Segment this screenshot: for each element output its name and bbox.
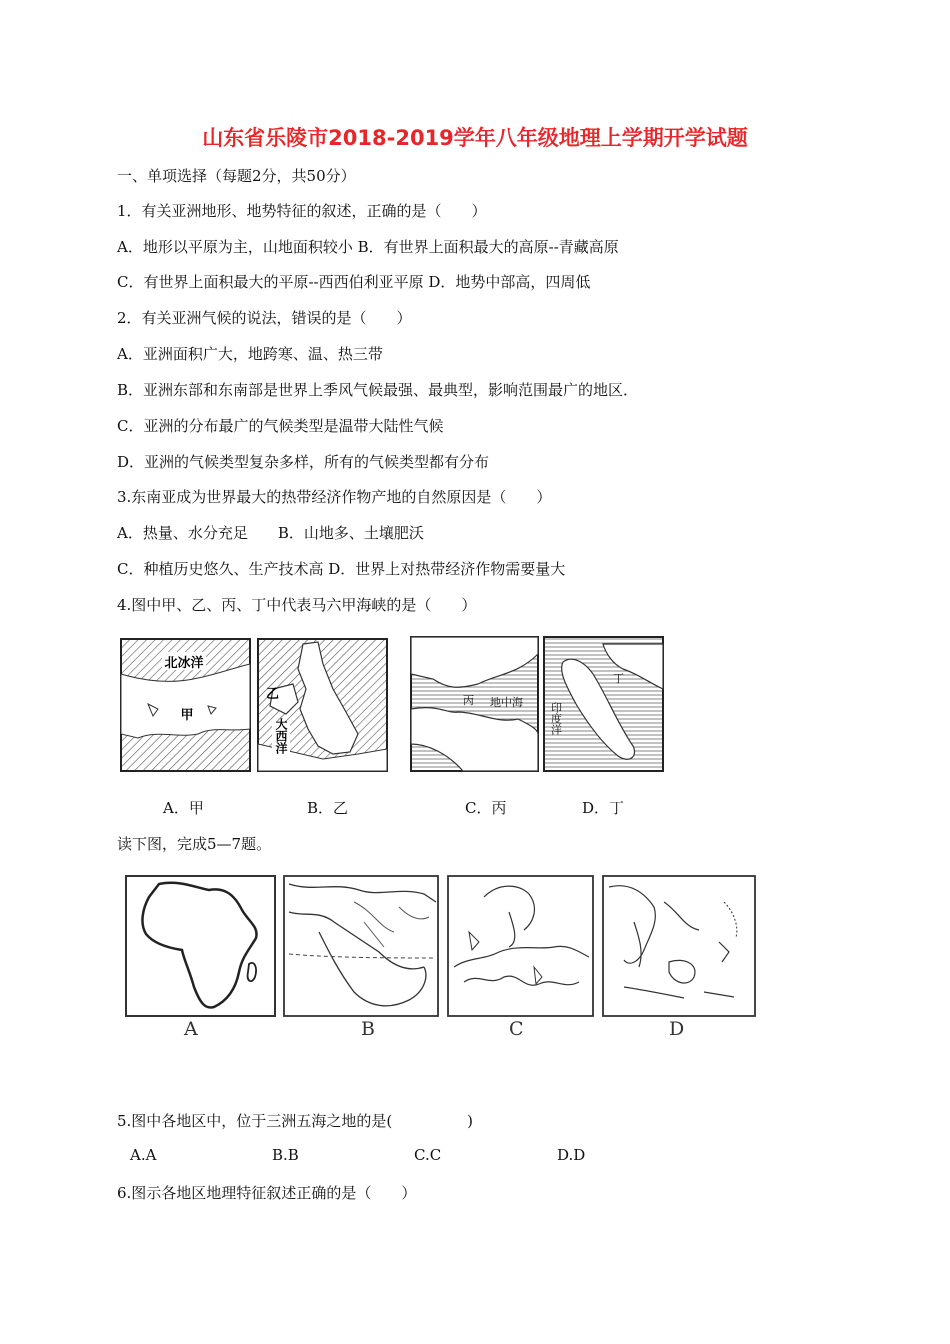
label-bing: 丙 xyxy=(463,694,474,707)
region-label-a: A xyxy=(184,1018,198,1040)
region-label-b: B xyxy=(361,1018,375,1040)
read-instruction: 读下图，完成5—7题。 xyxy=(117,835,272,853)
map-panel-ding xyxy=(544,637,663,771)
q6-stem: 6.图示各地区地理特征叙述正确的是（ ） xyxy=(117,1184,417,1202)
label-yinduyang: 印度洋 xyxy=(549,702,563,735)
q1-stem: 1．有关亚洲地形、地势特征的叙述，正确的是（ ） xyxy=(117,202,487,220)
q2-option-a: A．亚洲面积广大，地跨寒、温、热三带 xyxy=(117,345,383,363)
label-yi: 乙 xyxy=(266,687,280,702)
q5-option-c: C.C xyxy=(414,1146,442,1164)
q3-options-ab: A．热量、水分充足 B．山地多、土壤肥沃 xyxy=(117,524,424,542)
q3-stem: 3.东南亚成为世界最大的热带经济作物产地的自然原因是（ ） xyxy=(117,488,552,506)
map-panel-yi xyxy=(258,639,387,771)
map-panel-jia xyxy=(121,639,250,771)
map-panel-southeast-asia xyxy=(603,876,755,1016)
map-panel-middle-east xyxy=(284,876,438,1016)
map-panel-europe xyxy=(448,876,593,1016)
strait-maps-figure xyxy=(118,634,666,776)
q1-options-cd: C．有世界上面积最大的平原--西西伯利亚平原 D．地势中部高，四周低 xyxy=(117,273,591,291)
q4-option-a: A．甲 xyxy=(163,799,204,817)
label-beibingyang: 北冰洋 xyxy=(164,656,204,671)
q5-option-d: D.D xyxy=(557,1146,586,1164)
label-ding: 丁 xyxy=(613,672,624,685)
region-label-c: C xyxy=(509,1018,524,1040)
region-label-d: D xyxy=(669,1018,685,1040)
q2-option-d: D．亚洲的气候类型复杂多样，所有的气候类型都有分布 xyxy=(117,453,490,471)
region-maps-figure xyxy=(124,872,760,1020)
q5-stem: 5.图中各地区中，位于三洲五海之地的是( ) xyxy=(117,1112,474,1130)
label-dizhonghai: 地中海 xyxy=(490,696,523,709)
q3-options-cd: C．种植历史悠久、生产技术高 D．世界上对热带经济作物需要量大 xyxy=(117,560,566,578)
label-daxiyang: 大西洋 xyxy=(274,718,288,754)
label-jia: 甲 xyxy=(180,708,194,723)
q5-option-b: B.B xyxy=(272,1146,299,1164)
q4-stem: 4.图中甲、乙、丙、丁中代表马六甲海峡的是（ ） xyxy=(117,596,477,614)
q4-option-d: D．丁 xyxy=(582,799,625,817)
map-panel-africa xyxy=(126,876,275,1016)
q2-option-b: B．亚洲东部和东南部是世界上季风气候最强、最典型，影响范围最广的地区． xyxy=(117,381,639,399)
q4-option-b: B．乙 xyxy=(307,799,349,817)
section-heading: 一、单项选择（每题2分，共50分） xyxy=(117,167,356,185)
map-panel-bing xyxy=(411,637,538,771)
q2-stem: 2．有关亚洲气候的说法，错误的是（ ） xyxy=(117,309,412,327)
q1-options-ab: A．地形以平原为主，山地面积较小 B．有世界上面积最大的高原--青藏高原 xyxy=(117,238,619,256)
q5-option-a: A.A xyxy=(130,1146,157,1164)
q4-option-c: C．丙 xyxy=(465,799,507,817)
page-title: 山东省乐陵市2018-2019学年八年级地理上学期开学试题 xyxy=(202,126,748,150)
q2-option-c: C．亚洲的分布最广的气候类型是温带大陆性气候 xyxy=(117,417,444,435)
